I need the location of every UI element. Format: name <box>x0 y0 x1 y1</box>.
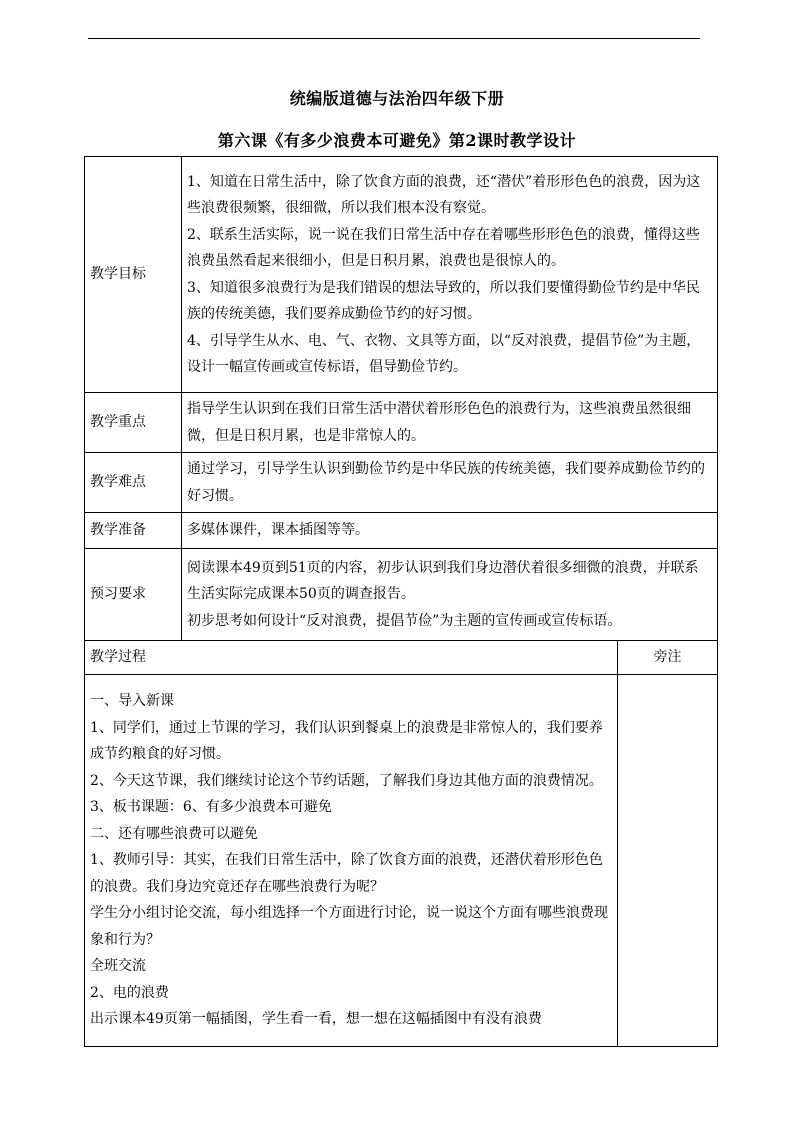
key-points-label: 教学重点 <box>85 393 182 453</box>
objectives-label: 教学目标 <box>85 157 182 393</box>
key-points-row <box>85 393 718 453</box>
objective-item: 2、联系生活实际，说一说在我们日常生活中存在着哪些形形色色的浪费，懂得这些浪费虽然看起来很细小，但是日积月累，浪费也是很惊人的。 <box>187 226 700 269</box>
process-line: 2、今天这节课，我们继续讨论这个节约话题，了解我们身边其他方面的浪费情况。 <box>90 772 603 789</box>
difficulties-row <box>85 453 718 513</box>
preview-content <box>182 549 718 641</box>
process-label: 教学过程 <box>85 641 618 675</box>
preview-item: 初步思考如何设计“反对浪费，提倡节俭”为主题的宣传画或宣传标语。 <box>187 612 622 629</box>
objectives-content <box>182 157 718 393</box>
difficulties-label: 教学难点 <box>85 453 182 513</box>
header-rule <box>88 38 700 39</box>
process-line: 1、教师引导：其实，在我们日常生活中，除了饮食方面的浪费，还潜伏着形形色色的浪费。我们身边究竟还存在哪些浪费行为呢？ <box>90 852 603 895</box>
preparation-row <box>85 513 718 549</box>
process-line: 全班交流 <box>90 958 146 975</box>
side-note-content <box>618 675 718 1047</box>
preview-label: 预习要求 <box>85 549 182 641</box>
process-content <box>85 675 618 1047</box>
document-title: 统编版道德与法治四年级下册 <box>289 89 505 108</box>
preview-row <box>85 549 718 641</box>
process-line: 3、板书课题：6、有多少浪费本可避免 <box>90 799 332 816</box>
side-note-label: 旁注 <box>618 641 718 675</box>
objective-item: 3、知道很多浪费行为是我们错误的想法导致的，所以我们要懂得勤俭节约是中华民族的传统美德，我们要养成勤俭节约的好习惯。 <box>187 279 700 322</box>
lesson-plan-table <box>84 156 718 1047</box>
document-subtitle: 第六课《有多少浪费本可避免》第2课时教学设计 <box>217 131 577 150</box>
process-header-row <box>85 641 718 675</box>
preparation-label: 教学准备 <box>85 513 182 549</box>
process-body-row <box>85 675 718 1047</box>
process-line: 一、导入新课 <box>90 693 174 710</box>
process-line: 二、还有哪些浪费可以避免 <box>90 825 258 842</box>
objective-item: 1、知道在日常生活中，除了饮食方面的浪费，还“潜伏”着形形色色的浪费，因为这些浪费很频繁，很细微，所以我们根本没有察觉。 <box>187 173 701 216</box>
process-line: 出示课本49页第一幅插图，学生看一看，想一想在这幅插图中有没有浪费 <box>90 1011 542 1028</box>
process-line: 学生分小组讨论交流，每小组选择一个方面进行讨论，说一说这个方面有哪些浪费现象和行为？ <box>90 905 608 948</box>
objectives-row <box>85 157 718 393</box>
preparation-content: 多媒体课件，课本插图等等。 <box>182 513 718 549</box>
process-line: 2、电的浪费 <box>90 984 169 1001</box>
key-points-content: 指导学生认识到在我们日常生活中潜伏着形形色色的浪费行为，这些浪费虽然很细微，但是日积月累，也是非常惊人的。 <box>182 393 718 453</box>
difficulties-content: 通过学习，引导学生认识到勤俭节约是中华民族的传统美德，我们要养成勤俭节约的好习惯。 <box>182 453 718 513</box>
preview-item: 阅读课本49页到51页的内容，初步认识到我们身边潜伏着很多细微的浪费，并联系生活实际完成课本50页的调查报告。 <box>187 559 699 603</box>
process-line: 1、同学们，通过上节课的学习，我们认识到餐桌上的浪费是非常惊人的，我们要养成节约粮食的好习惯。 <box>90 719 603 763</box>
objective-item: 4、引导学生从水、电、气、衣物、文具等方面，以“反对浪费，提倡节俭”为主题，设计一幅宣传画或宣传标语，倡导勤俭节约。 <box>187 332 701 375</box>
